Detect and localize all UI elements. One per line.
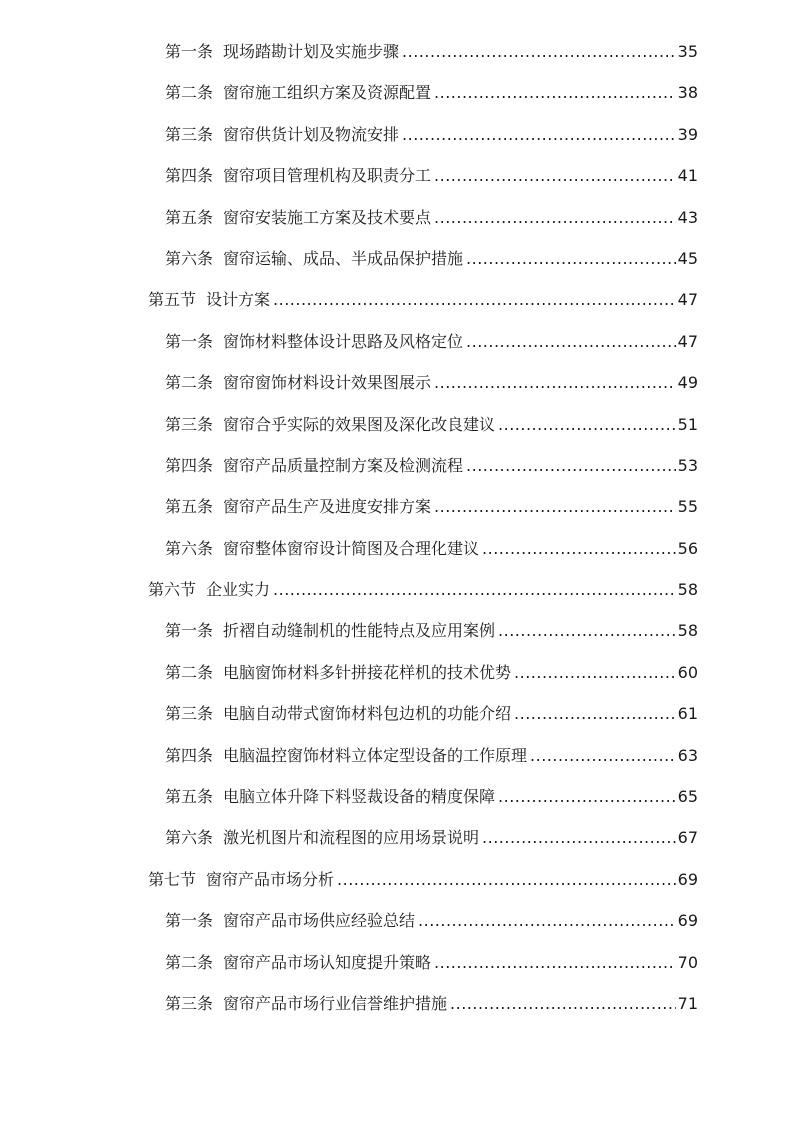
toc-entry-label	[148, 569, 270, 610]
toc-entry-title: 窗帘合乎实际的效果图及深化改良建议	[223, 414, 496, 434]
toc-entry-title: 电脑立体升降下料竖裁设备的精度保障	[223, 787, 496, 807]
toc-entry-label	[165, 31, 399, 72]
toc-page-number: 47	[677, 290, 698, 310]
toc-article-entry[interactable]	[165, 610, 698, 651]
toc-entry-label	[165, 693, 511, 734]
dot-leader	[498, 610, 676, 651]
toc-section-entry[interactable]	[148, 569, 698, 610]
toc-entry-title: 窗帘产品生产及进度安排方案	[223, 497, 432, 517]
toc-entry-number: 第一条	[165, 621, 214, 641]
toc-entry-title: 窗帘运输、成品、半成品保护措施	[223, 248, 464, 268]
toc-entry-label	[165, 942, 431, 983]
toc-entry-title: 现场踏勘计划及实施步骤	[223, 42, 400, 61]
toc-entry-number: 第四条	[165, 455, 214, 475]
toc-page-number: 47	[677, 331, 698, 351]
toc-entry-title: 窗帘施工组织方案及资源配置	[223, 83, 432, 103]
dot-leader	[514, 652, 676, 693]
toc-entry-title: 电脑窗饰材料多针拼接花样机的技术优势	[223, 662, 512, 682]
toc-article-entry[interactable]	[165, 900, 698, 941]
toc-page-number: 38	[677, 83, 698, 103]
toc-entry-label	[165, 983, 447, 1024]
toc-entry-number: 第一条	[165, 42, 214, 61]
toc-entry-title: 窗饰材料整体设计思路及风格定位	[223, 331, 464, 351]
dot-leader	[273, 569, 676, 610]
toc-entry-number: 第四条	[165, 166, 214, 186]
toc-entry-label	[165, 486, 431, 527]
toc-entry-title: 窗帘供货计划及物流安排	[223, 124, 400, 144]
toc-entry-title: 窗帘整体窗帘设计简图及合理化建议	[223, 538, 480, 558]
toc-entry-number: 第二条	[165, 952, 214, 972]
toc-article-entry[interactable]	[165, 404, 698, 445]
toc-article-entry[interactable]	[165, 197, 698, 238]
dot-leader	[530, 735, 676, 776]
toc-page-number: 49	[677, 373, 698, 393]
toc-entry-title: 窗帘产品市场认知度提升策略	[223, 952, 432, 972]
toc-page-number: 43	[677, 207, 698, 227]
toc-entry-number: 第四条	[165, 745, 214, 765]
toc-entry-title: 窗帘产品质量控制方案及检测流程	[223, 455, 464, 475]
toc-entry-title: 窗帘产品市场行业信誉维护措施	[223, 993, 448, 1013]
toc-article-entry[interactable]	[165, 652, 698, 693]
toc-entry-title: 窗帘产品市场分析	[206, 869, 335, 889]
toc-page-number: 65	[677, 787, 698, 807]
toc-entry-label	[165, 610, 495, 651]
toc-entry-title: 设计方案	[206, 290, 271, 310]
dot-leader	[482, 817, 676, 858]
toc-article-entry[interactable]	[165, 776, 698, 817]
toc-entry-label	[165, 776, 495, 817]
dot-leader	[434, 362, 676, 403]
toc-entry-number: 第二条	[165, 662, 214, 682]
toc-article-entry[interactable]	[165, 817, 698, 858]
dot-leader	[466, 445, 676, 486]
toc-page-number: 58	[677, 621, 698, 641]
toc-entry-number: 第三条	[165, 414, 214, 434]
toc-entry-number: 第五节	[148, 290, 197, 310]
toc-entry-title: 企业实力	[206, 580, 271, 600]
dot-leader	[466, 238, 676, 279]
toc-entry-number: 第五条	[165, 787, 214, 807]
toc-entry-number: 第六条	[165, 538, 214, 558]
toc-entry-label	[165, 72, 431, 113]
toc-entry-number: 第五条	[165, 497, 214, 517]
toc-entry-number: 第五条	[165, 207, 214, 227]
toc-entry-number: 第七节	[148, 869, 197, 889]
toc-entry-label	[165, 238, 463, 279]
toc-page-number: 35	[677, 42, 698, 61]
toc-entry-title: 电脑自动带式窗饰材料包边机的功能介绍	[223, 704, 512, 724]
toc-entry-number: 第二条	[165, 83, 214, 103]
toc-entry-number: 第六条	[165, 828, 214, 848]
toc-page-number: 61	[677, 704, 698, 724]
toc-entry-number: 第三条	[165, 124, 214, 144]
toc-page-number: 71	[677, 993, 698, 1013]
toc-entry-label	[165, 652, 511, 693]
toc-article-entry[interactable]	[165, 735, 698, 776]
toc-entry-label	[148, 859, 334, 900]
toc-entry-label	[165, 900, 415, 941]
toc-entry-title: 窗帘窗饰材料设计效果图展示	[223, 373, 432, 393]
toc-article-entry[interactable]	[165, 445, 698, 486]
toc-entry-title: 窗帘项目管理机构及职责分工	[223, 166, 432, 186]
dot-leader	[498, 776, 676, 817]
toc-entry-title: 电脑温控窗饰材料立体定型设备的工作原理	[223, 745, 528, 765]
toc-article-entry[interactable]	[165, 486, 698, 527]
toc-page-number: 53	[677, 455, 698, 475]
toc-entry-number: 第三条	[165, 993, 214, 1013]
toc-entry-label	[165, 528, 479, 569]
table-of-contents	[0, 31, 793, 1024]
toc-page-number: 56	[677, 538, 698, 558]
toc-entry-title: 激光机图片和流程图的应用场景说明	[223, 828, 480, 848]
toc-page-number: 60	[677, 662, 698, 682]
toc-entry-title: 窗帘产品市场供应经验总结	[223, 911, 416, 931]
toc-entry-number: 第三条	[165, 704, 214, 724]
dot-leader	[434, 155, 676, 196]
toc-entry-label	[148, 279, 270, 320]
toc-article-entry[interactable]	[165, 693, 698, 734]
toc-entry-title: 窗帘安装施工方案及技术要点	[223, 207, 432, 227]
dot-leader	[434, 72, 676, 113]
toc-entry-label	[165, 445, 463, 486]
toc-page-number: 69	[677, 911, 698, 931]
toc-page-number: 39	[677, 124, 698, 144]
toc-article-entry[interactable]	[165, 983, 698, 1024]
toc-article-entry[interactable]	[165, 528, 698, 569]
dot-leader	[514, 693, 676, 734]
dot-leader	[402, 31, 676, 72]
toc-section-entry[interactable]	[148, 279, 698, 320]
toc-page-number: 51	[677, 414, 698, 434]
toc-article-entry[interactable]	[165, 321, 698, 362]
dot-leader	[434, 486, 676, 527]
toc-article-entry[interactable]	[165, 362, 698, 403]
toc-article-entry[interactable]	[165, 114, 698, 155]
toc-page-number: 41	[677, 166, 698, 186]
dot-leader	[434, 197, 676, 238]
dot-leader	[482, 528, 676, 569]
toc-entry-label	[165, 735, 527, 776]
toc-entry-number: 第二条	[165, 373, 214, 393]
dot-leader	[450, 983, 676, 1024]
toc-entry-label	[165, 404, 495, 445]
toc-entry-title: 折褶自动缝制机的性能特点及应用案例	[223, 621, 496, 641]
toc-page-number: 70	[677, 952, 698, 972]
dot-leader	[273, 279, 676, 320]
toc-entry-label	[165, 817, 479, 858]
toc-section-entry[interactable]	[148, 859, 698, 900]
toc-page-number: 58	[677, 580, 698, 600]
toc-article-entry[interactable]	[165, 31, 698, 72]
toc-entry-label	[165, 197, 431, 238]
toc-entry-label	[165, 362, 431, 403]
dot-leader	[402, 114, 676, 155]
dot-leader	[434, 942, 676, 983]
toc-entry-number: 第一条	[165, 331, 214, 351]
toc-entry-number: 第六节	[148, 580, 197, 600]
toc-page-number: 55	[677, 497, 698, 517]
toc-page-number: 45	[677, 248, 698, 268]
toc-page-number: 63	[677, 745, 698, 765]
toc-page-number: 69	[677, 869, 698, 889]
toc-article-entry[interactable]	[165, 72, 698, 113]
toc-entry-label	[165, 114, 399, 155]
toc-article-entry[interactable]	[165, 238, 698, 279]
toc-entry-label	[165, 321, 463, 362]
toc-entry-number: 第六条	[165, 248, 214, 268]
toc-entry-label	[165, 155, 431, 196]
toc-page-number: 67	[677, 828, 698, 848]
dot-leader	[466, 321, 676, 362]
toc-entry-number: 第一条	[165, 911, 214, 931]
dot-leader	[418, 900, 676, 941]
toc-article-entry[interactable]	[165, 942, 698, 983]
toc-article-entry[interactable]	[165, 155, 698, 196]
dot-leader	[498, 404, 676, 445]
dot-leader	[337, 859, 676, 900]
